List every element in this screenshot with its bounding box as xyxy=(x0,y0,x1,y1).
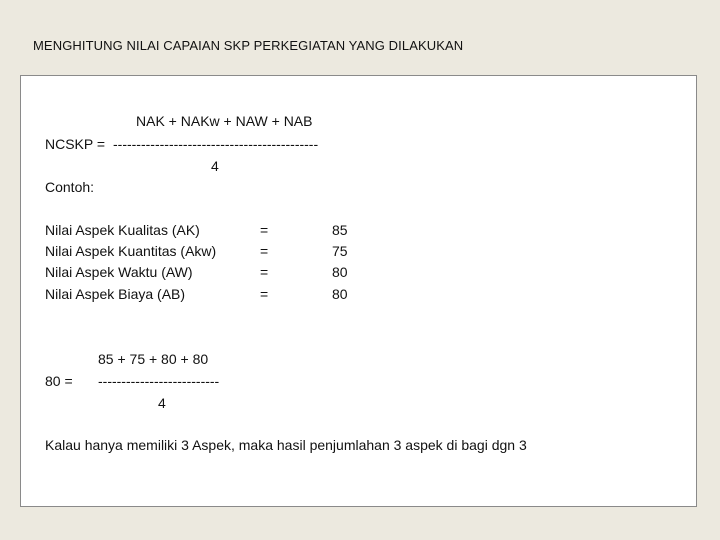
aspect-row-equals: = xyxy=(260,243,269,259)
content-box xyxy=(20,75,697,507)
calc-numerator: 85 + 75 + 80 + 80 xyxy=(98,351,209,367)
aspect-row-value: 80 xyxy=(332,286,348,302)
calc-fraction-bar: -------------------------- xyxy=(98,373,220,389)
aspect-row-label: Nilai Aspek Kualitas (AK) xyxy=(45,222,200,238)
calc-denominator: 4 xyxy=(158,395,166,411)
aspect-row-label: Nilai Aspek Waktu (AW) xyxy=(45,264,193,280)
formula-fraction-bar: -------------------------------------------- xyxy=(113,136,319,152)
note-text: Kalau hanya memiliki 3 Aspek, maka hasil penjumlahan 3 aspek di bagi dgn 3 xyxy=(45,437,527,453)
aspect-row-equals: = xyxy=(260,264,269,280)
aspect-row-equals: = xyxy=(260,286,269,302)
aspect-row-label: Nilai Aspek Biaya (AB) xyxy=(45,286,186,302)
formula-lhs: NCSKP = xyxy=(45,136,106,152)
formula-denominator: 4 xyxy=(211,158,219,174)
formula-numerator: NAK + NAKw + NAW + NAB xyxy=(136,113,313,129)
aspect-row-value: 75 xyxy=(332,243,348,259)
aspect-row-label: Nilai Aspek Kuantitas (Akw) xyxy=(45,243,217,259)
calc-lhs: 80 = xyxy=(45,373,73,389)
example-label: Contoh: xyxy=(45,179,95,195)
slide-title: MENGHITUNG NILAI CAPAIAN SKP PERKEGIATAN YANG DILAKUKAN xyxy=(33,38,464,53)
aspect-row-value: 80 xyxy=(332,264,348,280)
aspect-row-value: 85 xyxy=(332,222,348,238)
aspect-row-equals: = xyxy=(260,222,269,238)
